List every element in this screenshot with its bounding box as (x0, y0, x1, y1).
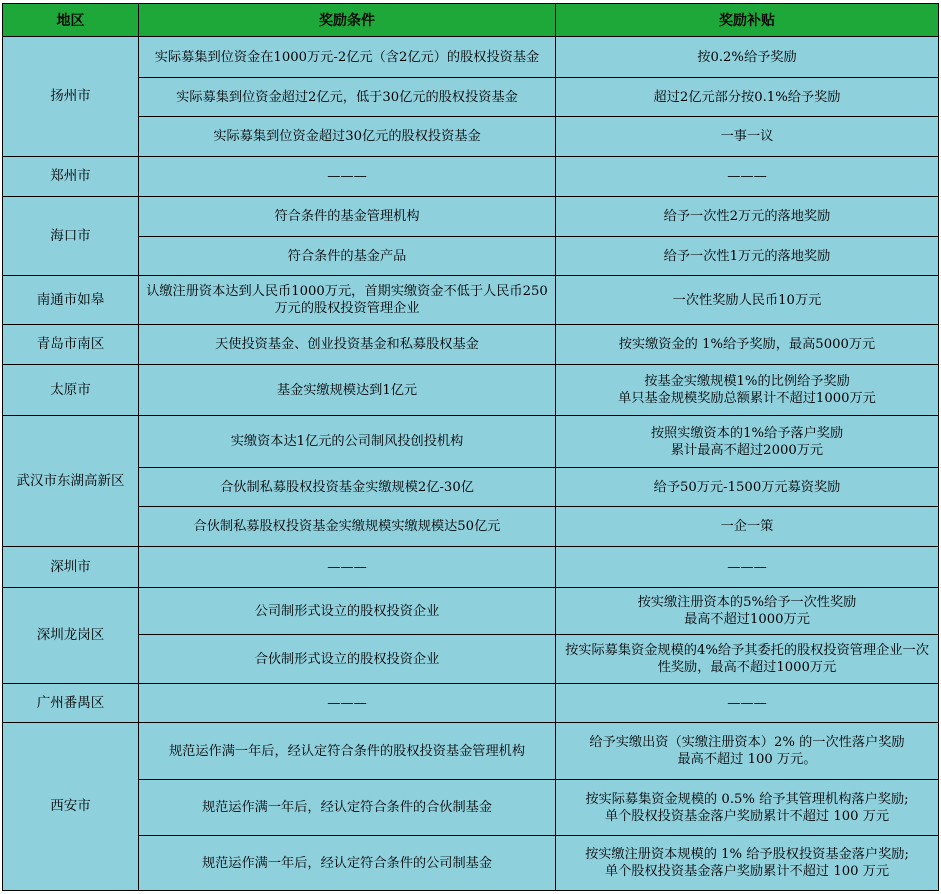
subsidy-line-2: 单个股权投资基金落户奖励累计不超过 100 万元 (604, 808, 890, 824)
subsidy-cell: 一次性奖励人民币10万元 (556, 276, 939, 325)
region-cell-panyu: 广州番禺区 (3, 684, 139, 723)
subsidy-cell: 按实际募集资金规模的4%给予其委托的股权投资管理企业一次性奖励，最高不超过1000万元 (556, 635, 939, 684)
condition-cell: 符合条件的基金管理机构 (139, 197, 556, 237)
subsidy-cell (556, 836, 939, 891)
region-cell-zhengzhou: 郑州市 (3, 157, 139, 197)
subsidy-cell: 一企一策 (556, 507, 939, 547)
table-row (3, 157, 939, 197)
condition-cell: 实际募集到位资金在1000万元-2亿元（含2亿元）的股权投资基金 (139, 37, 556, 78)
subsidy-cell: 给予50万元-1500万元募资奖励 (556, 468, 939, 507)
region-cell-longgang: 深圳龙岗区 (3, 588, 139, 684)
header-condition: 奖励条件 (139, 4, 556, 37)
table-row (3, 723, 939, 780)
subsidy-cell: 按实缴资金的 1%给予奖励，最高5000万元 (556, 325, 939, 365)
region-cell-qingdao: 青岛市南区 (3, 325, 139, 365)
subsidy-line-2: 累计最高不超过2000万元 (670, 442, 824, 458)
table-row (3, 365, 939, 416)
header-subsidy: 奖励补贴 (556, 4, 939, 37)
subsidy-line-2: 单只基金规模奖励总额累计不超过1000万元 (618, 391, 876, 406)
condition-cell: 基金实缴规模达到1亿元 (139, 365, 556, 416)
subsidy-cell (556, 780, 939, 836)
condition-cell: 规范运作满一年后，经认定符合条件的合伙制基金 (139, 780, 556, 836)
subsidy-cell (556, 416, 939, 468)
table-row (3, 635, 939, 684)
condition-cell: 实际募集到位资金超过30亿元的股权投资基金 (139, 117, 556, 157)
subsidy-line-2: 最高不超过 100 万元。 (677, 752, 817, 767)
table-row (3, 684, 939, 723)
condition-cell: ——— (139, 547, 556, 588)
condition-cell: 规范运作满一年后，经认定符合条件的股权投资基金管理机构 (139, 723, 556, 780)
table-row (3, 237, 939, 276)
subsidy-line-2: 最高不超过1000万元 (684, 612, 810, 627)
reward-table (2, 3, 939, 891)
header-row (3, 4, 939, 37)
subsidy-cell: ——— (556, 157, 939, 197)
subsidy-cell: 按0.2%给予奖励 (556, 37, 939, 78)
reward-table-container (2, 3, 939, 891)
region-cell-xian: 西安市 (3, 723, 139, 891)
subsidy-cell: 超过2亿元部分按0.1%给予奖励 (556, 78, 939, 117)
table-row (3, 836, 939, 891)
condition-cell: 合伙制形式设立的股权投资企业 (139, 635, 556, 684)
condition-cell: 实际募集到位资金超过2亿元，低于30亿元的股权投资基金 (139, 78, 556, 117)
header-region: 地区 (3, 4, 139, 37)
condition-cell: 实缴资本达1亿元的公司制风投创投机构 (139, 416, 556, 468)
condition-cell: ——— (139, 157, 556, 197)
subsidy-cell: 一事一议 (556, 117, 939, 157)
table-row (3, 416, 939, 468)
condition-cell: 认缴注册资本达到人民币1000万元，首期实缴资金不低于人民币250万元的股权投资管理企业 (139, 276, 556, 325)
table-row (3, 117, 939, 157)
region-cell-yangzhou: 扬州市 (3, 37, 139, 157)
subsidy-line-1: 按基金实缴规模1%的比例给予奖励 (644, 374, 850, 389)
condition-cell: 符合条件的基金产品 (139, 237, 556, 276)
region-cell-taiyuan: 太原市 (3, 365, 139, 416)
condition-cell: 天使投资基金、创业投资基金和私募股权基金 (139, 325, 556, 365)
subsidy-cell: ——— (556, 684, 939, 723)
table-row (3, 547, 939, 588)
table-row (3, 588, 939, 635)
subsidy-line-1: 按实缴注册资本规模的 1% 给予股权投资基金落户奖励; (585, 847, 909, 862)
table-row (3, 276, 939, 325)
subsidy-line-1: 给予实缴出资（实缴注册资本）2% 的一次性落户奖励 (589, 735, 905, 750)
table-row (3, 37, 939, 78)
condition-cell: ——— (139, 684, 556, 723)
subsidy-cell: ——— (556, 547, 939, 588)
subsidy-line-1: 按照实缴资本的1%给予落户奖励 (650, 425, 844, 441)
subsidy-cell: 给予一次性2万元的落地奖励 (556, 197, 939, 237)
region-cell-wuhan: 武汉市东湖高新区 (3, 416, 139, 547)
condition-cell: 合伙制私募股权投资基金实缴规模实缴规模达50亿元 (139, 507, 556, 547)
subsidy-cell (556, 588, 939, 635)
condition-cell: 规范运作满一年后，经认定符合条件的公司制基金 (139, 836, 556, 891)
condition-cell: 合伙制私募股权投资基金实缴规模2亿-30亿 (139, 468, 556, 507)
subsidy-line-1: 按实缴注册资本的5%给予一次性奖励 (637, 595, 857, 610)
region-cell-rugao: 南通市如皋 (3, 276, 139, 325)
table-row (3, 507, 939, 547)
subsidy-cell: 给予一次性1万元的落地奖励 (556, 237, 939, 276)
condition-cell: 公司制形式设立的股权投资企业 (139, 588, 556, 635)
table-row (3, 468, 939, 507)
table-row (3, 780, 939, 836)
table-row (3, 325, 939, 365)
table-row (3, 197, 939, 237)
region-cell-shenzhen: 深圳市 (3, 547, 139, 588)
subsidy-line-2: 单个股权投资基金落户奖励累计不超过 100 万元 (604, 864, 890, 879)
subsidy-cell (556, 723, 939, 780)
table-row (3, 78, 939, 117)
subsidy-cell (556, 365, 939, 416)
subsidy-line-1: 按实际募集资金规模的 0.5% 给予其管理机构落户奖励; (585, 791, 909, 807)
region-cell-haikou: 海口市 (3, 197, 139, 276)
